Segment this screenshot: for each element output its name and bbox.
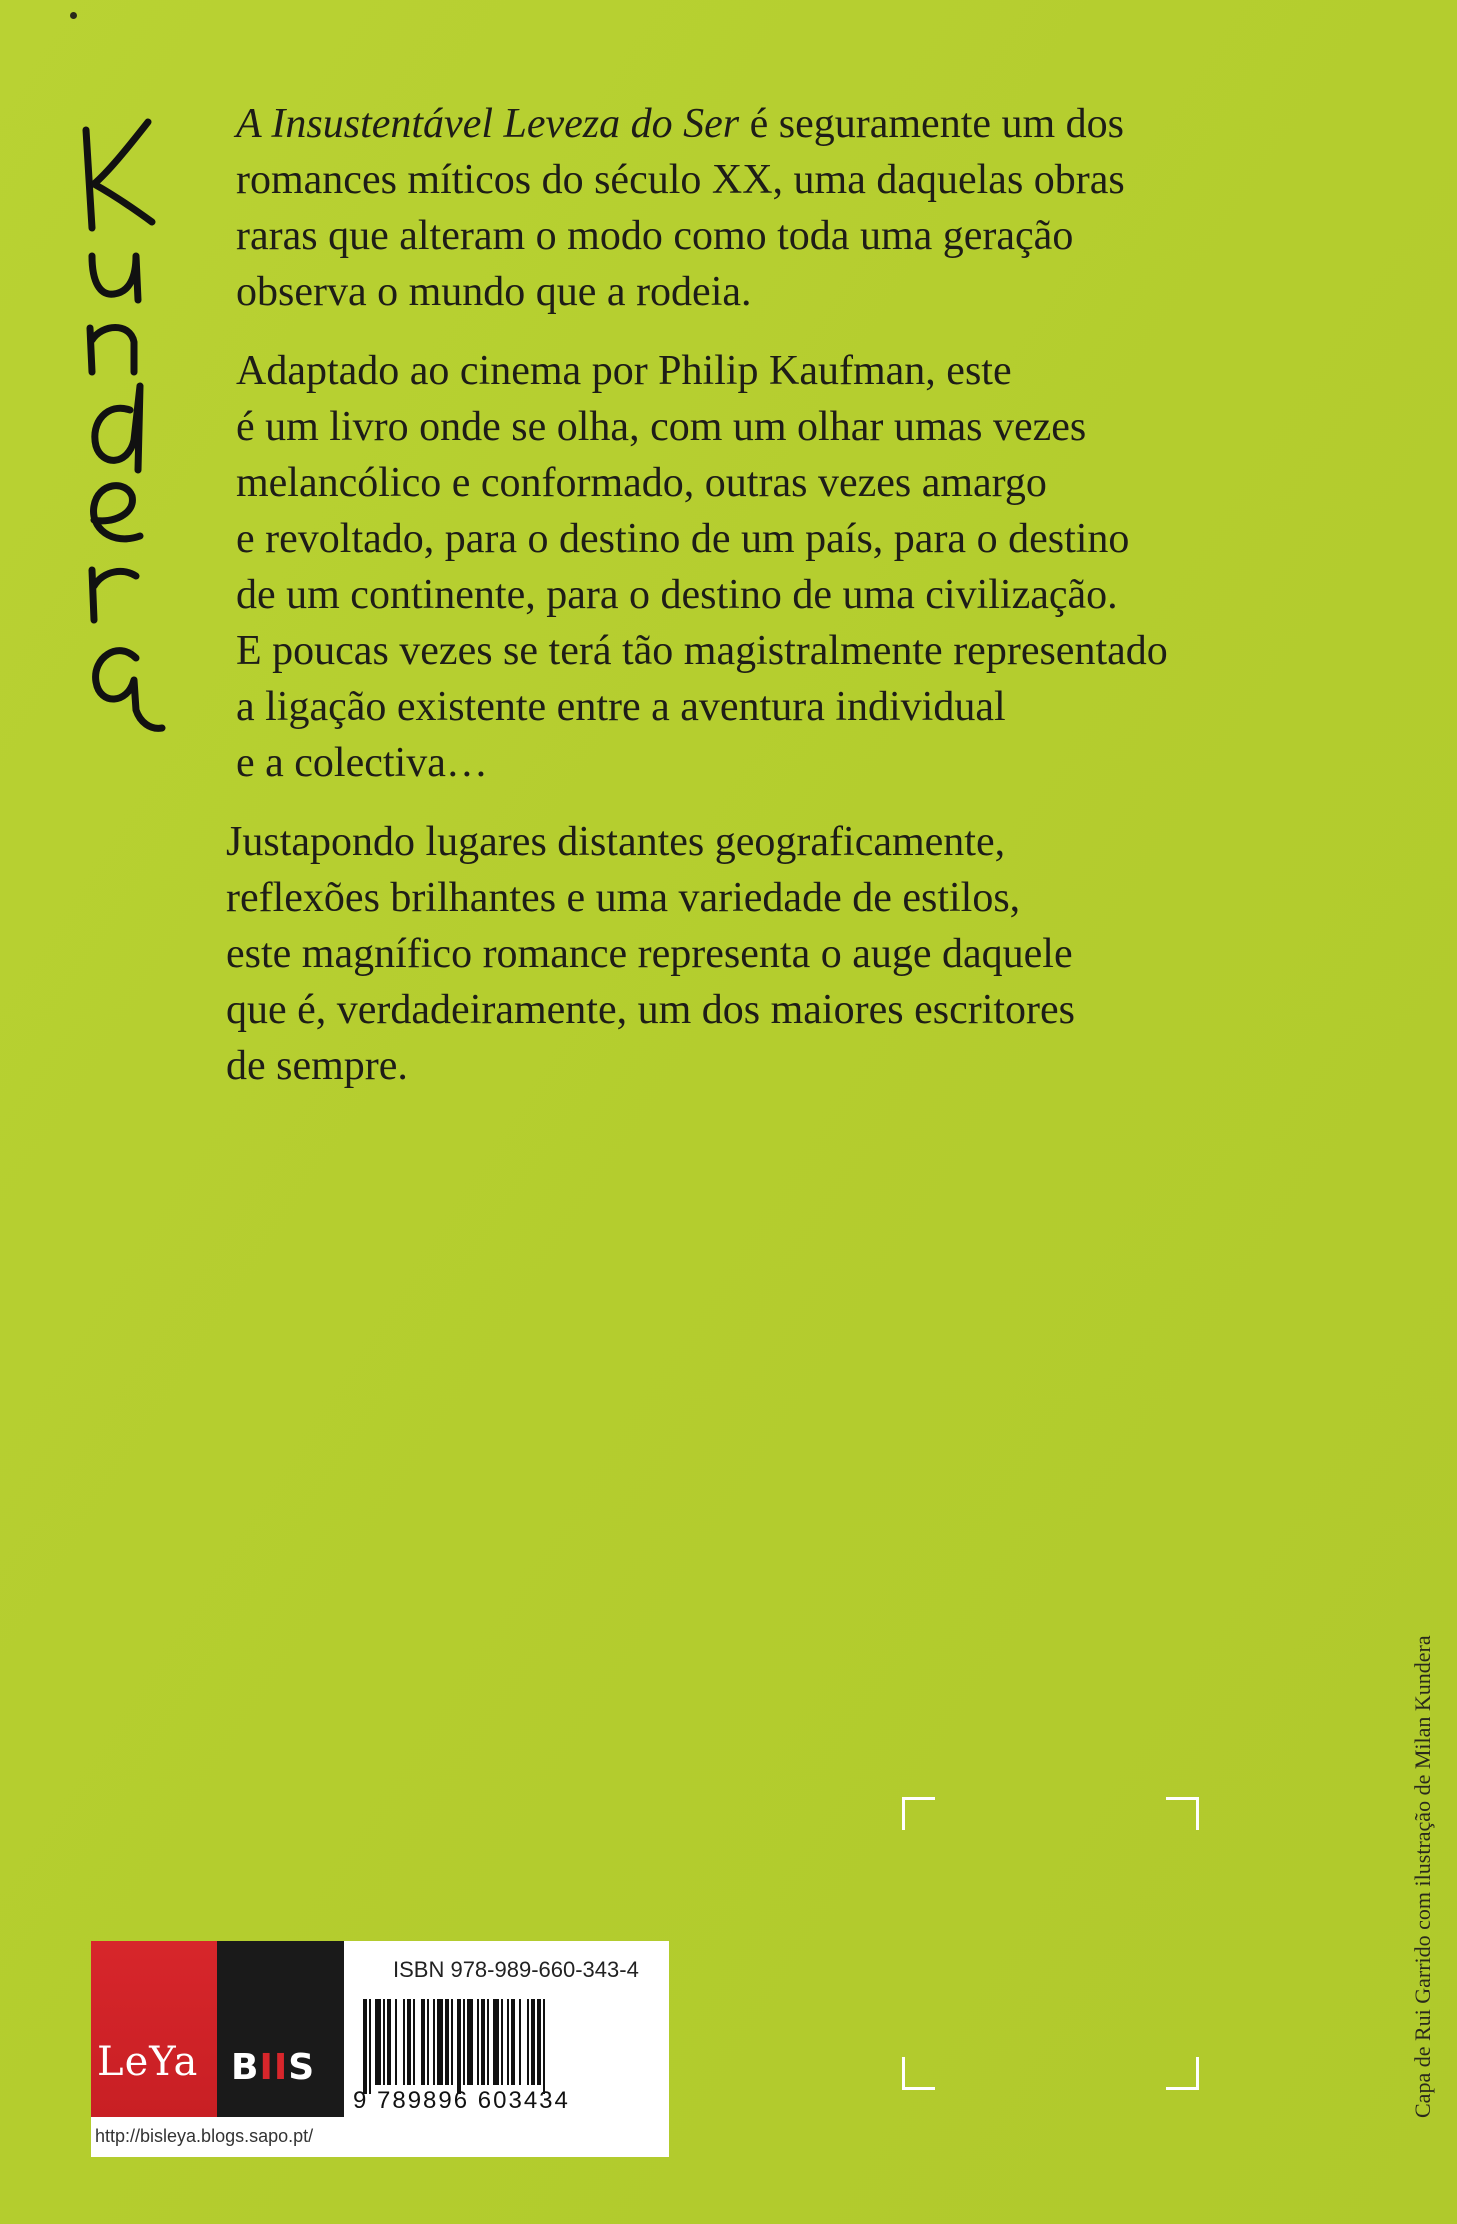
- crop-mark-bottom-right: [1166, 2057, 1199, 2090]
- barcode-bar: [519, 1999, 521, 2085]
- barcode-bar: [543, 1999, 545, 2094]
- barcode-bar: [463, 1999, 465, 2085]
- barcode-bar: [395, 1999, 397, 2085]
- barcode-bar: [363, 1999, 367, 2094]
- barcode-bar: [457, 1999, 461, 2094]
- leya-logo: LeYa: [97, 2039, 199, 2085]
- barcode-bar: [383, 1999, 385, 2085]
- crop-mark-bottom-left: [902, 2057, 935, 2090]
- barcode-bar: [375, 1999, 381, 2085]
- publisher-url: http://bisleya.blogs.sapo.pt/: [95, 2126, 314, 2146]
- synopsis-paragraph-1: [236, 96, 1396, 320]
- barcode-bar: [481, 1999, 485, 2085]
- barcode-bar: [451, 1999, 453, 2085]
- barcode-bar: [413, 1999, 415, 2085]
- synopsis-text: [226, 96, 1396, 1117]
- barcode-icon: [357, 1999, 643, 2094]
- barcode-bar: [501, 1999, 503, 2085]
- cover-credit: Capa de Rui Garrido com ilustração de Milan Kundera: [1410, 1635, 1435, 2118]
- bits-logo-box: [217, 1941, 344, 2117]
- barcode-number: 9 789896 603434: [353, 2087, 570, 2114]
- barcode-bar: [369, 1999, 371, 2094]
- bits-logo: BIIS: [231, 2047, 316, 2088]
- barcode-bar: [421, 1999, 425, 2085]
- barcode-bar: [511, 1999, 515, 2085]
- barcode-bar: [493, 1999, 499, 2085]
- barcode-bar: [531, 1999, 535, 2085]
- barcode-bar: [537, 1999, 541, 2085]
- print-speck: [70, 12, 77, 19]
- barcode-bar: [467, 1999, 473, 2085]
- synopsis-paragraph-2: Adaptado ao cinema por Philip Kaufman, este é um livro onde se olha, com um olhar umas vezes melancólico e conformado, outras vezes amargo e revoltado, para o destino de um país, para o destino de um continente, para o destino de uma civilização. E poucas vezes se terá tão magistralmente representado a ligação existente entre a aventura individual e a colectiva…: [236, 348, 1168, 786]
- publisher-barcode-panel: [91, 1941, 669, 2157]
- barcode-bar: [477, 1999, 479, 2085]
- synopsis-paragraph-1-text: é seguramente um dos romances míticos do século XX, uma daquelas obras raras que alteram o modo como toda uma geração observa o mundo que a rodeia.: [236, 101, 1125, 315]
- barcode-bar: [437, 1999, 443, 2085]
- barcode-bar: [387, 1999, 391, 2085]
- barcode-bar: [527, 1999, 529, 2085]
- leya-logo-background: [91, 1941, 217, 2117]
- barcode-bar: [407, 1999, 411, 2085]
- kundera-signature-icon: [78, 110, 168, 750]
- barcode-bar: [403, 1999, 405, 2085]
- barcode-bar: [427, 1999, 429, 2085]
- crop-mark-top-right: [1166, 1797, 1199, 1830]
- barcode-bar: [445, 1999, 449, 2085]
- barcode-bar: [487, 1999, 489, 2085]
- barcode-bar: [507, 1999, 509, 2085]
- barcode-bar: [433, 1999, 435, 2085]
- crop-mark-top-left: [902, 1797, 935, 1830]
- isbn-label: ISBN 978-989-660-343-4: [393, 1957, 639, 1982]
- synopsis-paragraph-3: Justapondo lugares distantes geograficamente, reflexões brilhantes e uma variedade de estilos, este magnífico romance representa o auge daquele que é, verdadeiramente, um dos maiores escritores de sempre.: [226, 819, 1076, 1089]
- book-title: A Insustentável Leveza do Ser: [236, 101, 740, 147]
